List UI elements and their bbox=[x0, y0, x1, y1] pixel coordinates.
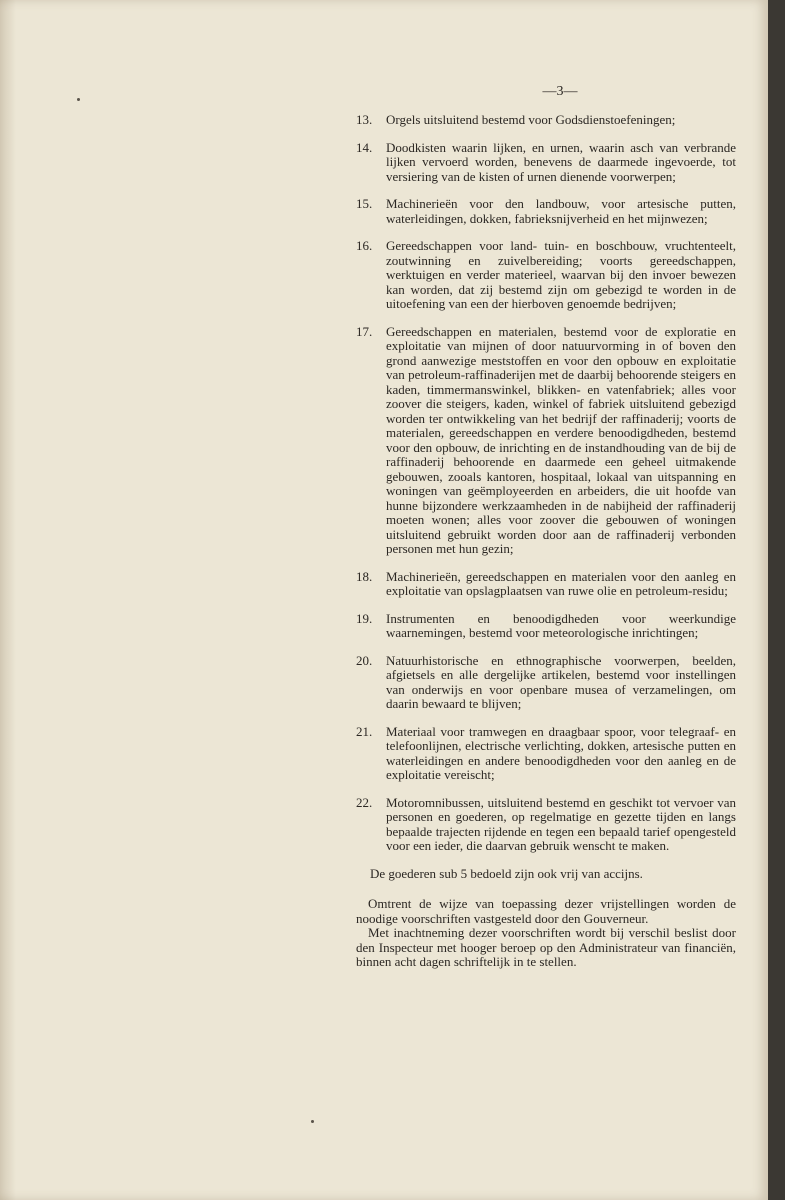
list-item bbox=[356, 239, 736, 312]
paragraph-appeal: Met inachtneming dezer voorschriften wordt bij verschil beslist door den Inspecteur met hooger beroep op den Administrateur van financiën, binnen acht dagen schriftelijk in te stellen. bbox=[356, 925, 736, 969]
paper-speck bbox=[311, 1120, 314, 1123]
list-item bbox=[356, 197, 736, 226]
list-item bbox=[356, 725, 736, 783]
item-text: Materiaal voor tramwegen en draagbaar spoor, voor telegraaf- en telefoonlijnen, electrische verlichting, dokken, artesische putten en waterleidingen en andere benoodigdheden voor den aanleg en de exploitatie vereischt; bbox=[386, 723, 736, 782]
item-number: 22. bbox=[356, 794, 373, 810]
item-text: Gereedschappen voor land- tuin- en boschbouw, vruchtenteelt, zoutwinning en zuivelbereiding; voorts gereedschappen, werktuigen en verder materieel, waarvan bij den invoer bewezen kan worden, dat zij bestemd zijn om gebezigd te worden in de uitoefening van een der hierboven genoemde bedrijven; bbox=[386, 238, 736, 311]
item-text: Motoromnibussen, uitsluitend bestemd en geschikt tot vervoer van personen en goederen, op regelmatige en gezette tijden en langs bepaalde trajecten rijdende en tegen een bepaald tarief opengesteld voor een ieder, die daarvan gebruik wenscht te maken. bbox=[386, 794, 736, 853]
item-text: Machinerieën, gereedschappen en materialen voor den aanleg en exploitatie van opslagplaatsen van ruwe olie en petroleum-residu; bbox=[386, 568, 736, 598]
list-item bbox=[356, 141, 736, 185]
list-item bbox=[356, 654, 736, 712]
item-number: 15. bbox=[356, 196, 373, 211]
page-number: —3— bbox=[542, 84, 578, 99]
item-number: 19. bbox=[356, 610, 373, 626]
item-text: Gereedschappen en materialen, bestemd voor de exploratie en exploitatie van mijnen of door natuurvorming in of boven den grond aanwezige meststoffen en voor den opbouw en exploitatie van petroleum-raffinaderijen met de daarbij behoorende steigers en kaden, timmermanswinkel, blikken- en vatenfabriek; alles voor zoover die steigers, kaden, winkel of fabriek uitsluitend gebezigd worden ter ontwikkeling van het bedrijf der raffinaderij; voorts de materialen, gereedschappen en verdere benoodigdheden, bestemd voor den opbouw, de inrichting en de instandhouding van de bij de raffinaderij behoorende en daarmede een geheel uitmakende gebouwen, zooals kantoren, hospitaal, lokaal van uitspanning en woningen van geëmployeerden en arbeiders, die uit hoofde van hunne bijzondere werkzaamheden in de nabijheid der raffinaderij moeten wonen; alles voor zoover die gebouwen of woningen uitsluitend gebruikt worden door aan de raffinaderij verbonden personen met hun gezin; bbox=[386, 323, 736, 556]
item-number: 17. bbox=[356, 323, 373, 339]
list-item bbox=[356, 325, 736, 557]
binding-shadow bbox=[0, 0, 16, 1200]
list-item bbox=[356, 612, 736, 641]
item-text: Doodkisten waarin lijken, en urnen, waarin asch van verbrande lijken vervoerd worden, benevens de daarmede ingevoerde, tot versiering van de kisten of urnen dienende voorwerpen; bbox=[386, 139, 736, 184]
list-item bbox=[356, 796, 736, 854]
item-number: 14. bbox=[356, 139, 373, 155]
item-text: Orgels uitsluitend bestemd voor Godsdienstoefeningen; bbox=[386, 112, 676, 127]
paragraph-regulations: Omtrent de wijze van toepassing dezer vrijstellingen worden de noodige voorschriften vastgesteld door den Gouverneur. bbox=[356, 896, 736, 926]
item-number: 20. bbox=[356, 652, 373, 668]
item-text: Natuurhistorische en ethnographische voorwerpen, beelden, afgietsels en alle dergelijke artikelen, bestemd voor instellingen van onderwijs en voor openbare musea of verzamelingen, om daarin bewaard te blijven; bbox=[386, 652, 736, 711]
paragraph-excise: De goederen sub 5 bedoeld zijn ook vrij van accijns. bbox=[370, 865, 643, 881]
item-number: 13. bbox=[356, 112, 373, 127]
list-item bbox=[356, 570, 736, 599]
item-number: 16. bbox=[356, 238, 373, 253]
list-item bbox=[356, 113, 736, 128]
item-text: Instrumenten en benoodigdheden voor weerkundige waarnemingen, bestemd voor meteorologische inrichtingen; bbox=[386, 610, 736, 640]
item-number: 21. bbox=[356, 723, 373, 739]
item-number: 18. bbox=[356, 568, 373, 584]
item-text: Machinerieën voor den landbouw, voor artesische putten, waterleidingen, dokken, fabrieksnijverheid en het mijnwezen; bbox=[386, 196, 736, 226]
article-text bbox=[356, 113, 736, 982]
